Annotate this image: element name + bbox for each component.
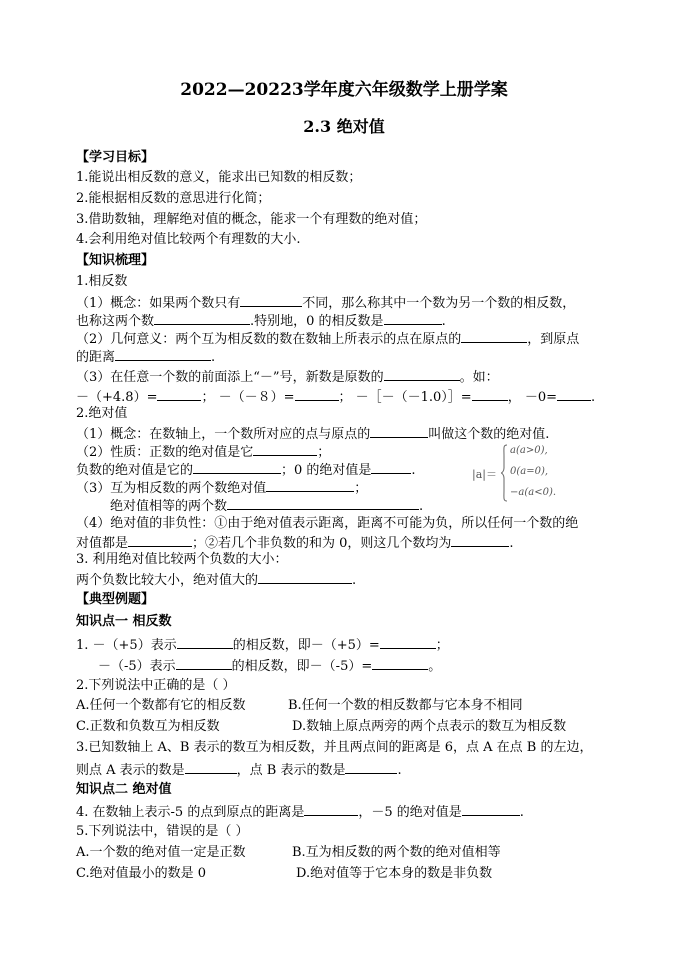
text-line: （2）几何意义：两个互为相反数的数在数轴上所表示的点在原点的 ，到原点 bbox=[76, 332, 580, 347]
answer-blank[interactable] bbox=[176, 657, 232, 670]
objective-item: 2.能根据相反数的意思进行化简； bbox=[76, 191, 271, 206]
answer-blank[interactable] bbox=[253, 443, 317, 456]
question-line: －（-5）表示 的相反数，即－（-5）= 。 bbox=[98, 659, 442, 674]
answer-blank[interactable] bbox=[472, 388, 508, 401]
section-title: 2.3 绝对值 bbox=[303, 117, 385, 136]
answer-blank[interactable] bbox=[380, 636, 436, 649]
choice-c: C.绝对值最小的数是 0 bbox=[76, 866, 207, 881]
formula-case: 0(a=0), bbox=[510, 466, 549, 477]
formula-case: a(a>0), bbox=[510, 445, 548, 456]
answer-blank[interactable] bbox=[304, 803, 358, 816]
objectives-heading: 【学习目标】 bbox=[76, 150, 155, 165]
text-line: 也称这两个数 .特别地，0 的相反数是 . bbox=[76, 314, 446, 329]
examples-heading: 【典型例题】 bbox=[76, 592, 155, 607]
answer-blank[interactable] bbox=[154, 312, 250, 325]
answer-blank[interactable] bbox=[384, 312, 442, 325]
text-line: 两个负数比较大小，绝对值大的 . bbox=[76, 573, 357, 588]
answer-blank[interactable] bbox=[557, 388, 591, 401]
choice-a: A.一个数的绝对值一定是正数 bbox=[76, 845, 246, 860]
objective-item: 4.会利用绝对值比较两个有理数的大小. bbox=[76, 232, 301, 247]
text-line: 绝对值相等的两个数 . bbox=[110, 499, 424, 514]
answer-blank[interactable] bbox=[177, 636, 233, 649]
answer-blank[interactable] bbox=[266, 479, 354, 492]
answer-blank[interactable] bbox=[462, 803, 520, 816]
question-line: 4. 在数轴上表示-5 的点到原点的距离是 ，－5 的绝对值是 . bbox=[76, 805, 524, 820]
answer-blank[interactable] bbox=[461, 330, 527, 343]
answer-blank[interactable] bbox=[295, 388, 339, 401]
knowledge-point-heading: 知识点二 绝对值 bbox=[76, 782, 172, 797]
answer-blank[interactable] bbox=[115, 348, 211, 361]
text-line: 的距离 . bbox=[76, 350, 216, 365]
absolute-value-formula-figure bbox=[472, 444, 594, 504]
choice-a: A.任何一个数都有它的相反数 bbox=[76, 698, 246, 713]
knowledge-point-heading: 知识点一 相反数 bbox=[76, 614, 172, 629]
answer-blank[interactable] bbox=[370, 425, 428, 438]
text-line: 负数的绝对值是它的 ；0 的绝对值是 . bbox=[76, 463, 416, 478]
question-line: 3.已知数轴上 A、B 表示的数互为相反数，并且两点间的距离是 6，点 A 在点 B 的左边， bbox=[76, 740, 593, 755]
subsection-opposite: 1.相反数 bbox=[76, 274, 128, 289]
choice-d: D.绝对值等于它本身的数是非负数 bbox=[296, 866, 493, 881]
text-line: （3）互为相反数的两个数绝对值 ； bbox=[76, 481, 368, 496]
text-line: （4）绝对值的非负性：①由于绝对值表示距离，距离不可能为负，所以任何一个数的绝 bbox=[76, 516, 579, 531]
text-line: 3. 利用绝对值比较两个负数的大小： bbox=[76, 552, 288, 567]
choice-b: B.任何一个数的相反数都与它本身不相同 bbox=[288, 698, 523, 713]
answer-blank[interactable] bbox=[193, 461, 281, 474]
text-line: （3）在任意一个数的前面添上“－”号，新数是原数的 。如： bbox=[76, 370, 499, 385]
page-title: 2022—20223学年度六年级数学上册学案 bbox=[180, 80, 508, 100]
text-line: －（+4.8）= ； －（－８）= ； －［－（－1.0）］= ， －0= . bbox=[76, 390, 596, 405]
objective-item: 3.借助数轴，理解绝对值的概念，能求一个有理数的绝对值； bbox=[76, 212, 427, 227]
question-line: 5.下列说法中，错误的是（ ） bbox=[76, 824, 249, 839]
question-line: 则点 A 表示的数是 ，点 B 表示的数是 . bbox=[76, 763, 402, 778]
formula-case: −a(a<0). bbox=[510, 487, 557, 498]
answer-blank[interactable] bbox=[157, 388, 201, 401]
text-line: 对值都是 ；②若几个非负数的和为 0，则这几个数均为 . bbox=[76, 536, 514, 551]
answer-blank[interactable] bbox=[240, 294, 302, 307]
formula-lhs: |a|＝ bbox=[472, 468, 497, 481]
answer-blank[interactable] bbox=[372, 657, 428, 670]
question-line: 2.下列说法中正确的是（ ） bbox=[76, 678, 236, 693]
answer-blank[interactable] bbox=[384, 368, 460, 381]
choice-b: B.互为相反数的两个数的绝对值相等 bbox=[292, 845, 501, 860]
question-line: 1. －（+5）表示 的相反数，即－（+5）= ； bbox=[76, 638, 449, 653]
answer-blank[interactable] bbox=[371, 461, 411, 474]
answer-blank[interactable] bbox=[185, 761, 237, 774]
answer-blank[interactable] bbox=[451, 534, 509, 547]
answer-blank[interactable] bbox=[258, 571, 352, 584]
objective-item: 1.能说出相反数的意义，能求出已知数的相反数； bbox=[76, 170, 362, 185]
answer-blank[interactable] bbox=[227, 497, 419, 510]
answer-blank[interactable] bbox=[128, 534, 192, 547]
text-line: （1）概念：在数轴上，一个数所对应的点与原点的 叫做这个数的绝对值. bbox=[76, 427, 550, 442]
answer-blank[interactable] bbox=[345, 761, 397, 774]
brace-icon bbox=[500, 444, 508, 502]
subsection-absolute-value: 2.绝对值 bbox=[76, 406, 128, 421]
text-line: （2）性质：正数的绝对值是它 ； bbox=[76, 445, 331, 460]
knowledge-heading: 【知识梳理】 bbox=[76, 253, 155, 268]
choice-c: C.正数和负数互为相反数 bbox=[76, 719, 220, 734]
choice-d: D.数轴上原点两旁的两个点表示的数互为相反数 bbox=[292, 719, 567, 734]
text-line: （1）概念：如果两个数只有 不同，那么称其中一个数为另一个数的相反数， bbox=[76, 296, 576, 311]
